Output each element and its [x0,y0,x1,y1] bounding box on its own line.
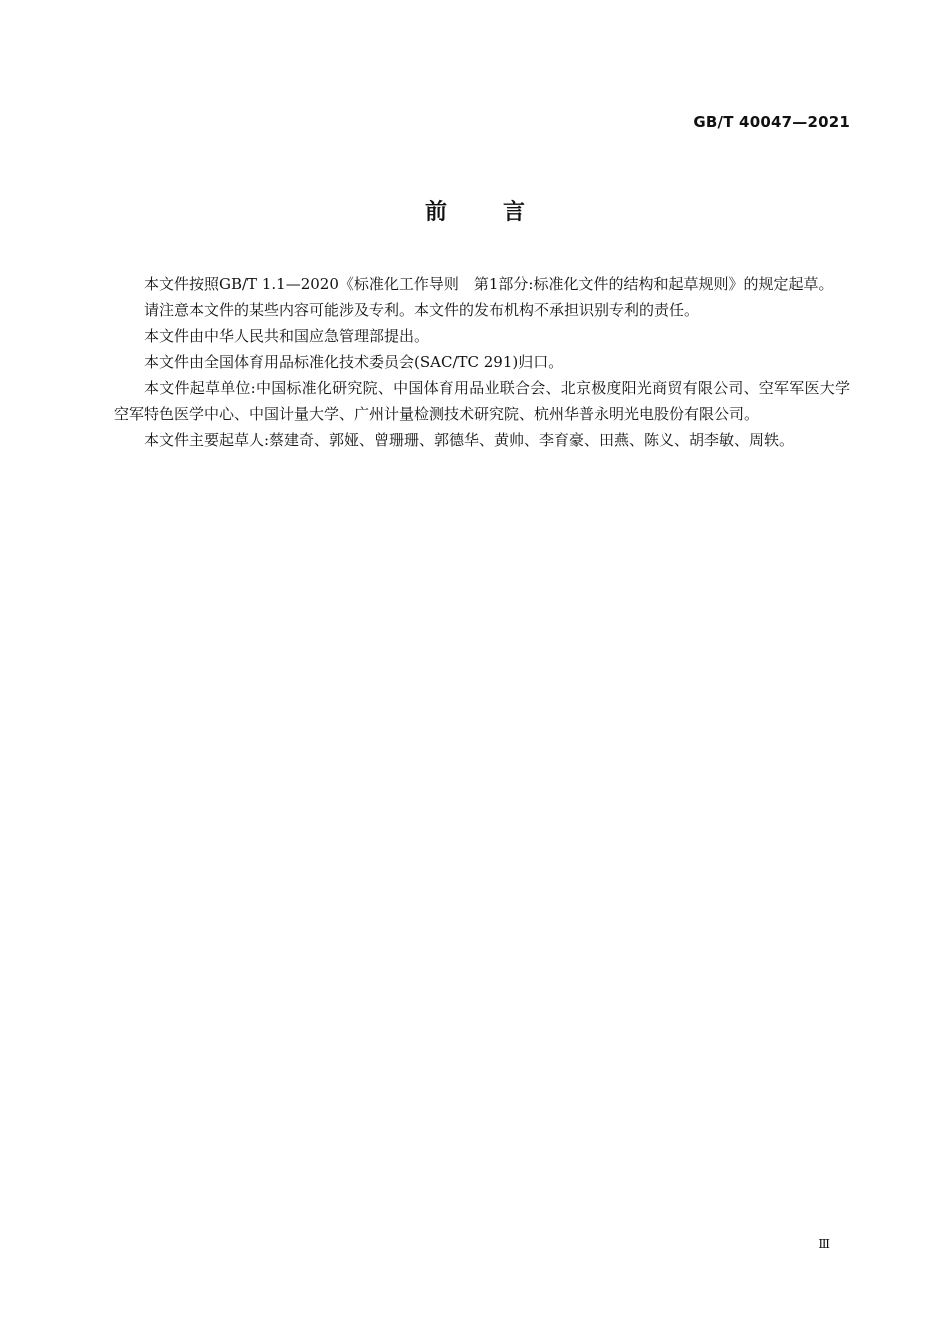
heading-char-2: 言 [503,200,526,225]
paragraph-patent-notice: 请注意本文件的某些内容可能涉及专利。本文件的发布机构不承担识别专利的责任。 [144,301,700,319]
standard-number: GB/T 40047—2021 [693,113,850,131]
paragraph-proposer: 本文件由中华人民共和国应急管理部提出。 [144,327,430,345]
paragraph-committee: 本文件由全国体育用品标准化技术委员会(SAC/TC 291)归口。 [144,353,564,371]
page-number: Ⅲ [818,1237,830,1251]
foreword-body [114,271,850,453]
paragraph-drafters: 本文件主要起草人:蔡建奇、郭娅、曾珊珊、郭德华、黄帅、李育豪、田燕、陈义、胡李敏、周轶。 [144,431,795,449]
paragraph-drafting-rules: 本文件按照GB/T 1.1—2020《标准化工作导则 第1部分:标准化文件的结构和起草规则》的规定起草。 [144,275,834,293]
heading-char-1: 前 [425,200,448,225]
paragraph-drafting-units: 本文件起草单位:中国标准化研究院、中国体育用品业联合会、北京极度阳光商贸有限公司、空军军医大学空军特色医学中心、中国计量大学、广州计量检测技术研究院、杭州华普永明光电股份有限公司。 [114,379,850,423]
section-heading [0,195,950,226]
